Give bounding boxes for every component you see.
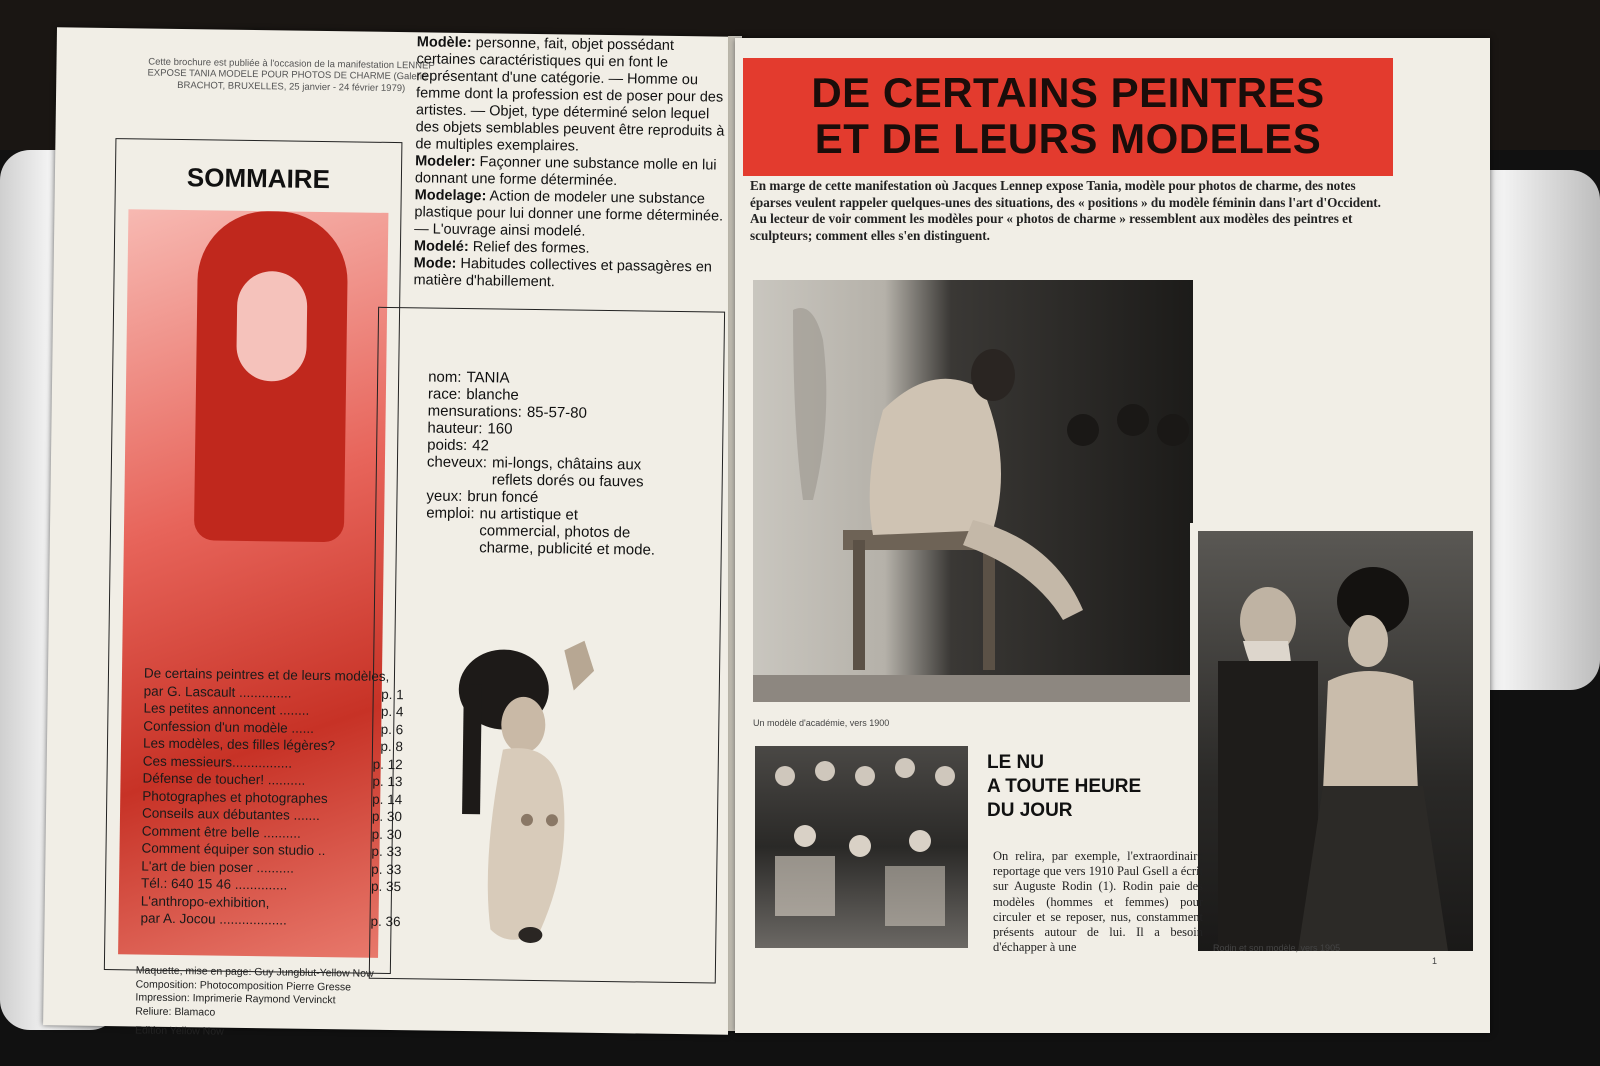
toc-item[interactable]: Comment équiper son studio .. p. 33 bbox=[141, 840, 402, 860]
toc-item[interactable]: L'anthropo-exhibition, bbox=[140, 893, 270, 910]
subheading: LE NU A TOUTE HEURE DU JOUR bbox=[987, 752, 1142, 821]
table-of-contents bbox=[140, 665, 404, 931]
right-page bbox=[735, 38, 1490, 1033]
toc-item[interactable]: par G. Lascault .............. p. 1 bbox=[143, 683, 404, 702]
toc-item[interactable]: par A. Jocou .................. p. 36 bbox=[140, 910, 401, 930]
definition: Modeler: Façonner une substance molle en lui donnant une forme déterminée. bbox=[414, 153, 717, 190]
toc-item[interactable]: Photographes et photographes p. 14 bbox=[142, 788, 403, 807]
rodin-photo bbox=[1190, 523, 1481, 959]
academy-model-photo bbox=[753, 280, 1193, 702]
sommaire-title: SOMMAIRE bbox=[186, 162, 331, 195]
toc-item[interactable]: Comment être belle .......... p. 30 bbox=[141, 823, 402, 842]
article-body: On relira, par exemple, l'extraordinaire reportage que vers 1910 Paul Gsell a écrit sur Auguste Rodin (1). Rodin paie des modèles (hommes et femmes) pour circuler et se reposer, nus, constamment présents autour de lui. Il a besoin d'échapper à une bbox=[993, 849, 1203, 955]
toc-item[interactable]: Conseils aux débutantes ....... p. 30 bbox=[141, 805, 403, 825]
left-page bbox=[43, 27, 742, 1038]
definition: Modelage: Action de modeler une substance plastique pour lui donner une forme déterminée. — L'ouvrage ainsi modelé. bbox=[414, 187, 724, 240]
definition: Modèle: personne, fait, objet possédant certaines caractéristiques qui en font le représentant d'une catégorie. — Homme ou femme dont la profession est de poser pour des artistes. — Objet, type déterminé selon lequel des objets semblables peuvent être reproduits à de multiples exemplaires. bbox=[415, 34, 725, 155]
toc-item[interactable]: L'art de bien poser .......... p. 33 bbox=[141, 858, 402, 877]
page-number: 1 bbox=[1432, 956, 1438, 966]
face-shape bbox=[236, 271, 308, 382]
red-portrait-photo bbox=[118, 209, 404, 1038]
definition: Modelé: Relief des formes. bbox=[413, 238, 590, 257]
tania-card bbox=[369, 307, 725, 984]
toc-item[interactable]: Ces messieurs................ p. 12 bbox=[142, 753, 403, 772]
caption-rodin: Rodin et son modèle, vers 1905 bbox=[1213, 943, 1341, 953]
definitions bbox=[413, 34, 727, 293]
credit-note: Cette brochure est publiée à l'occasion de la manifestation LENNEP EXPOSE TANIA MODELE POUR PHOTOS DE CHARME (Galerie I. BRACHOT, BRUXELLES, 25 janvier - 24 février 1979) bbox=[147, 56, 436, 94]
colophon: Maquette, mise en page: Guy Jungblut-Yellow Now Composition: Photocomposition Pierre Gresse Impression: Imprimerie Raymond Vervinckt Reliure: Blamaco Edition Yellow Now bbox=[134, 964, 374, 1038]
group-photo bbox=[755, 746, 968, 948]
toc-item[interactable]: Défense de toucher! .......... p. 13 bbox=[142, 770, 403, 790]
intro-text: En marge de cette manifestation où Jacques Lennep expose Tania, modèle pour photos de charme, des notes éparses veulent rappeler quelques-unes des situations, des « positions » du modèle féminin dans l'art d'Occident. Au lecteur de voir comment les modèles pour « photos de charme » ressemblent aux modèles des peintres et sculpteurs; comment elles s'en distinguent. bbox=[750, 178, 1381, 243]
toc-item[interactable]: Confession d'un modèle ...... p. 6 bbox=[143, 718, 404, 737]
tania-details: nom: TANIA race: blanche mensurations: 85-57-80 hauteur: 160 poids: 42 cheveux: mi-longs, châtains aux reflets dorés ou fauves yeux: brun foncé emploi: nu artistique et commercial, photos de charme, publicité et mode. bbox=[426, 368, 656, 559]
model-photo bbox=[430, 629, 665, 962]
headline: DE CERTAINS PEINTRES ET DE LEURS MODELES bbox=[811, 69, 1325, 162]
toc-item[interactable]: Tél.: 640 15 46 .............. p. 35 bbox=[140, 875, 402, 895]
toc-item[interactable]: De certains peintres et de leurs modèles, bbox=[143, 665, 390, 684]
toc-item[interactable]: Les petites annoncent ........ p. 4 bbox=[143, 700, 404, 720]
toc-item[interactable]: Les modèles, des filles légères? p. 8 bbox=[142, 735, 404, 755]
caption-academy: Un modèle d'académie, vers 1900 bbox=[753, 718, 890, 728]
headline-bar bbox=[743, 58, 1393, 176]
definition: Mode: Habitudes collectives et passagères en matière d'habillement. bbox=[413, 255, 713, 291]
sommaire-box bbox=[104, 138, 404, 1038]
